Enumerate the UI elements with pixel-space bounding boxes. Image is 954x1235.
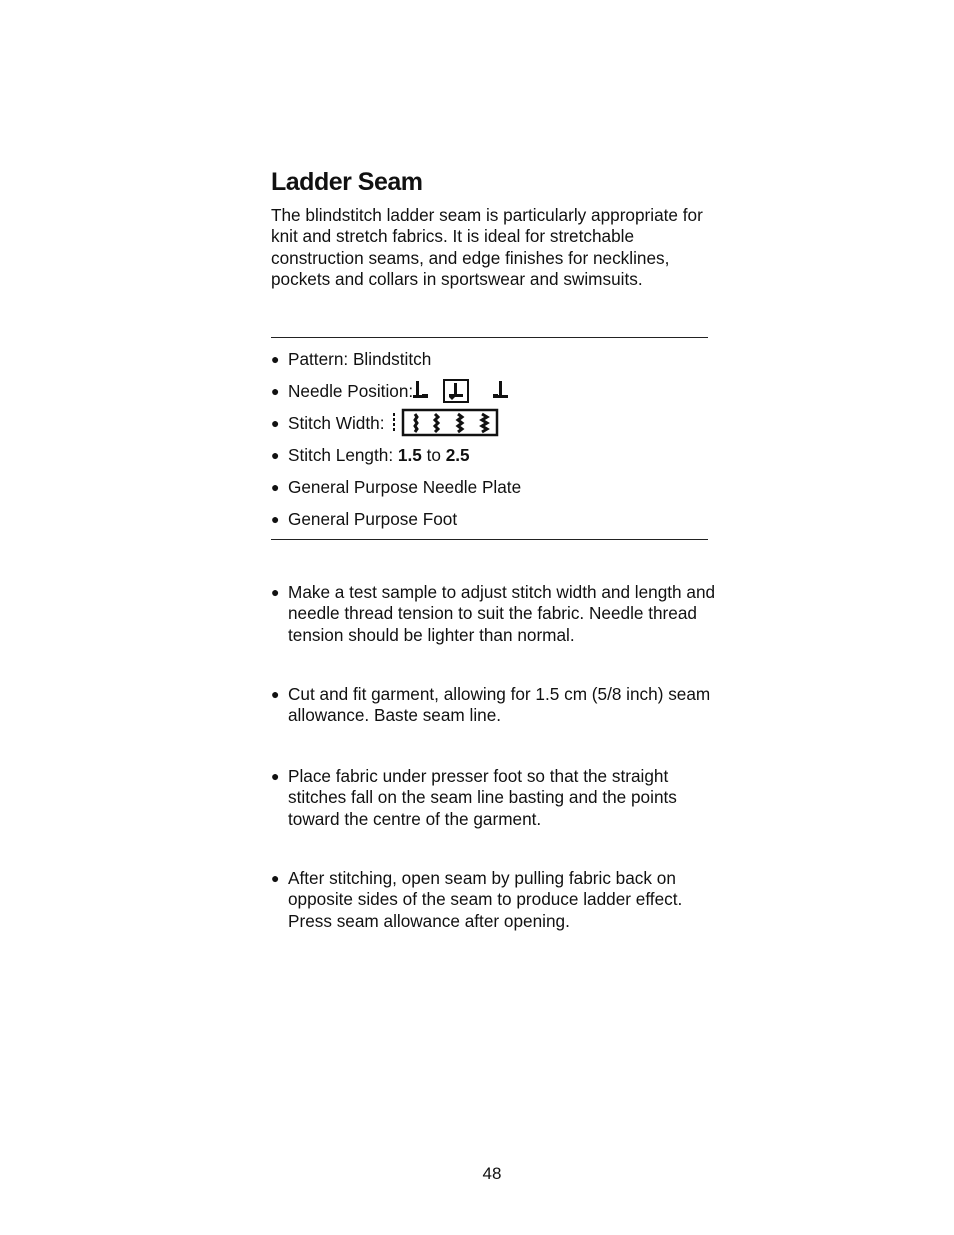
foot-text: General Purpose Foot xyxy=(288,508,458,529)
step-text: After stitching, open seam by pulling fabric back on opposite sides of the seam to produce ladder effect. Press seam allowance after opening. xyxy=(288,868,683,931)
stitch-length-label: Stitch Length: xyxy=(288,444,394,465)
bullet-icon: ● xyxy=(271,584,280,600)
intro-paragraph: The blindstitch ladder seam is particularly appropriate for knit and stretch fabrics. It is ideal for stretchable construction seams, and edge finishes for necklines, pockets and collars in sportswear and swimsuits. xyxy=(271,205,703,289)
needle-position-icon xyxy=(413,377,518,405)
settings-item-pattern xyxy=(271,343,711,375)
stitch-length-max: 2.5 xyxy=(445,444,470,465)
step-text: Cut and fit garment, allowing for 1.5 cm (5/8 inch) seam allowance. Baste seam line. xyxy=(288,684,711,726)
pattern-text: Pattern: Blindstitch xyxy=(288,348,432,369)
step-text: Place fabric under presser foot so that the straight stitches fall on the seam line basting and the points toward the centre of the garment. xyxy=(288,766,677,829)
page-number: 48 xyxy=(482,1164,502,1183)
bullet-icon: ● xyxy=(271,351,280,367)
bullet-icon: ● xyxy=(271,383,280,399)
step-item xyxy=(271,582,716,646)
bullet-icon: ● xyxy=(271,511,280,527)
settings-bottom-rule xyxy=(271,539,708,540)
settings-list xyxy=(271,343,711,535)
settings-item-foot xyxy=(271,503,711,535)
needle-position-label: Needle Position: xyxy=(288,380,414,401)
stitch-width-icon xyxy=(390,408,500,438)
stitch-width-label: Stitch Width: xyxy=(288,412,385,433)
settings-item-needle-position xyxy=(271,375,711,407)
bullet-icon: ● xyxy=(271,447,280,463)
step-item xyxy=(271,684,716,727)
settings-top-rule xyxy=(271,337,708,338)
bullet-icon: ● xyxy=(271,415,280,431)
settings-item-needle-plate xyxy=(271,471,711,503)
stitch-length-min: 1.5 xyxy=(397,444,422,465)
bullet-icon: ● xyxy=(271,686,280,702)
settings-item-stitch-length xyxy=(271,439,711,471)
page-title: Ladder Seam xyxy=(271,168,423,196)
bullet-icon: ● xyxy=(271,870,280,886)
bullet-icon: ● xyxy=(271,479,280,495)
step-item xyxy=(271,766,716,830)
settings-item-stitch-width xyxy=(271,407,711,439)
stitch-length-to: to xyxy=(426,444,441,465)
bullet-icon: ● xyxy=(271,768,280,784)
step-item xyxy=(271,868,716,932)
step-text: Make a test sample to adjust stitch width and length and needle thread tension to suit the fabric. Needle thread tension should be lighter than normal. xyxy=(288,582,716,645)
needle-plate-text: General Purpose Needle Plate xyxy=(288,476,522,497)
